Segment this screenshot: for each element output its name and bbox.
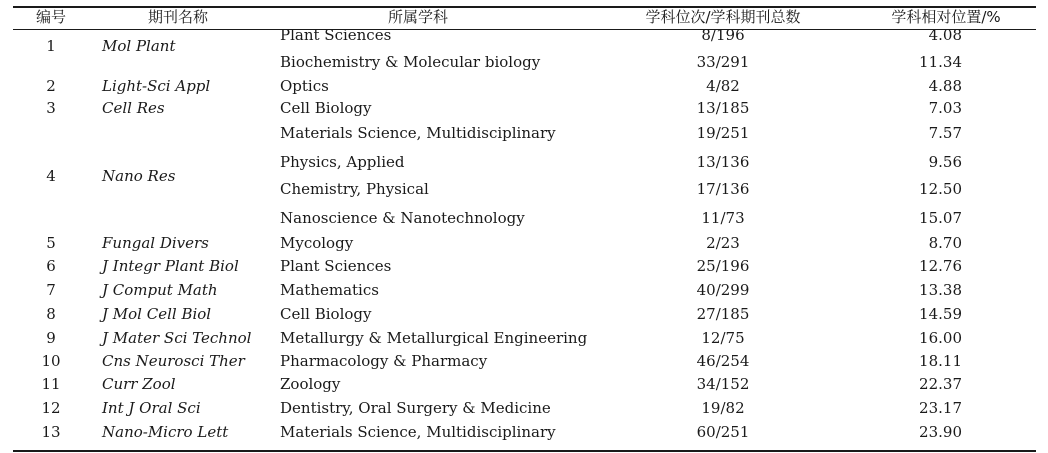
subject-position: 23.17 [919, 399, 962, 417]
journal-name: Cns Neurosci Ther [102, 352, 245, 370]
subject-name: Physics, Applied [280, 153, 405, 171]
subject-position: 7.57 [928, 124, 962, 142]
journal-no: 5 [46, 234, 56, 252]
subject-position: 15.07 [919, 209, 962, 227]
journal-no: 2 [46, 77, 56, 95]
subject-rank: 34/152 [696, 375, 750, 393]
subject-position: 12.76 [919, 257, 962, 275]
subject-name: Cell Biology [280, 99, 372, 117]
subject-name: Metallurgy & Metallurgical Engineering [280, 329, 588, 347]
subject-rank: 4/82 [706, 77, 740, 95]
subject-position: 9.56 [928, 153, 962, 171]
journal-name: Curr Zool [102, 375, 176, 393]
subject-rank: 12/75 [701, 329, 745, 347]
subject-name: Materials Science, Multidisciplinary [280, 124, 556, 142]
journal-name: Int J Oral Sci [102, 399, 201, 417]
subject-rank: 13/136 [696, 153, 750, 171]
header-rank: 学科位次/学科期刊总数 [645, 8, 801, 26]
subject-name: Zoology [280, 375, 341, 393]
subject-rank: 40/299 [696, 281, 750, 299]
subject-name: Plant Sciences [280, 26, 392, 44]
table-header-rule [13, 29, 1036, 30]
subject-rank: 46/254 [696, 352, 750, 370]
subject-rank: 60/251 [696, 423, 750, 441]
subject-name: Biochemistry & Molecular biology [280, 53, 541, 71]
subject-rank: 11/73 [701, 209, 745, 227]
subject-name: Mycology [280, 234, 354, 252]
subject-rank: 8/196 [701, 26, 745, 44]
journal-name: J Mol Cell Biol [102, 305, 212, 323]
journal-no: 4 [46, 167, 56, 185]
subject-rank: 33/291 [696, 53, 750, 71]
subject-position: 18.11 [919, 352, 962, 370]
table-bottom-rule [13, 450, 1036, 452]
subject-name: Pharmacology & Pharmacy [280, 352, 488, 370]
subject-rank: 2/23 [706, 234, 740, 252]
journal-name: Nano-Micro Lett [102, 423, 229, 441]
subject-rank: 19/251 [696, 124, 750, 142]
journal-name: Light-Sci Appl [102, 77, 211, 95]
subject-position: 14.59 [919, 305, 962, 323]
journal-no: 10 [41, 352, 61, 370]
subject-position: 12.50 [919, 180, 962, 198]
journal-name: J Integr Plant Biol [102, 257, 239, 275]
subject-position: 13.38 [919, 281, 962, 299]
journal-name: Cell Res [102, 99, 165, 117]
subject-position: 4.88 [928, 77, 962, 95]
journal-no: 9 [46, 329, 56, 347]
header-position: 学科相对位置/% [891, 8, 1001, 26]
header-subject: 所属学科 [387, 8, 449, 26]
journal-no: 13 [41, 423, 61, 441]
subject-name: Optics [280, 77, 329, 95]
subject-position: 23.90 [919, 423, 962, 441]
subject-rank: 27/185 [696, 305, 750, 323]
subject-position: 7.03 [928, 99, 962, 117]
journal-name: Mol Plant [102, 37, 176, 55]
subject-name: Materials Science, Multidisciplinary [280, 423, 556, 441]
journal-no: 6 [46, 257, 56, 275]
subject-rank: 25/196 [696, 257, 750, 275]
subject-name: Chemistry, Physical [280, 180, 429, 198]
subject-name: Cell Biology [280, 305, 372, 323]
journal-name: Fungal Divers [102, 234, 209, 252]
journal-no: 11 [41, 375, 61, 393]
header-journal: 期刊名称 [147, 8, 209, 26]
subject-position: 16.00 [919, 329, 962, 347]
subject-name: Nanoscience & Nanotechnology [280, 209, 525, 227]
journal-no: 1 [46, 37, 56, 55]
header-no: 编号 [35, 8, 67, 26]
journal-no: 7 [46, 281, 56, 299]
subject-name: Plant Sciences [280, 257, 392, 275]
subject-position: 11.34 [919, 53, 962, 71]
journal-name: J Comput Math [102, 281, 218, 299]
subject-rank: 13/185 [696, 99, 750, 117]
subject-position: 22.37 [919, 375, 962, 393]
journal-no: 12 [41, 399, 61, 417]
subject-position: 8.70 [928, 234, 962, 252]
journal-name: Nano Res [102, 167, 176, 185]
journal-no: 3 [46, 99, 56, 117]
subject-name: Mathematics [280, 281, 379, 299]
subject-rank: 17/136 [696, 180, 750, 198]
journal-name: J Mater Sci Technol [102, 329, 252, 347]
subject-rank: 19/82 [701, 399, 745, 417]
journal-no: 8 [46, 305, 56, 323]
subject-position: 4.08 [928, 26, 962, 44]
subject-name: Dentistry, Oral Surgery & Medicine [280, 399, 551, 417]
